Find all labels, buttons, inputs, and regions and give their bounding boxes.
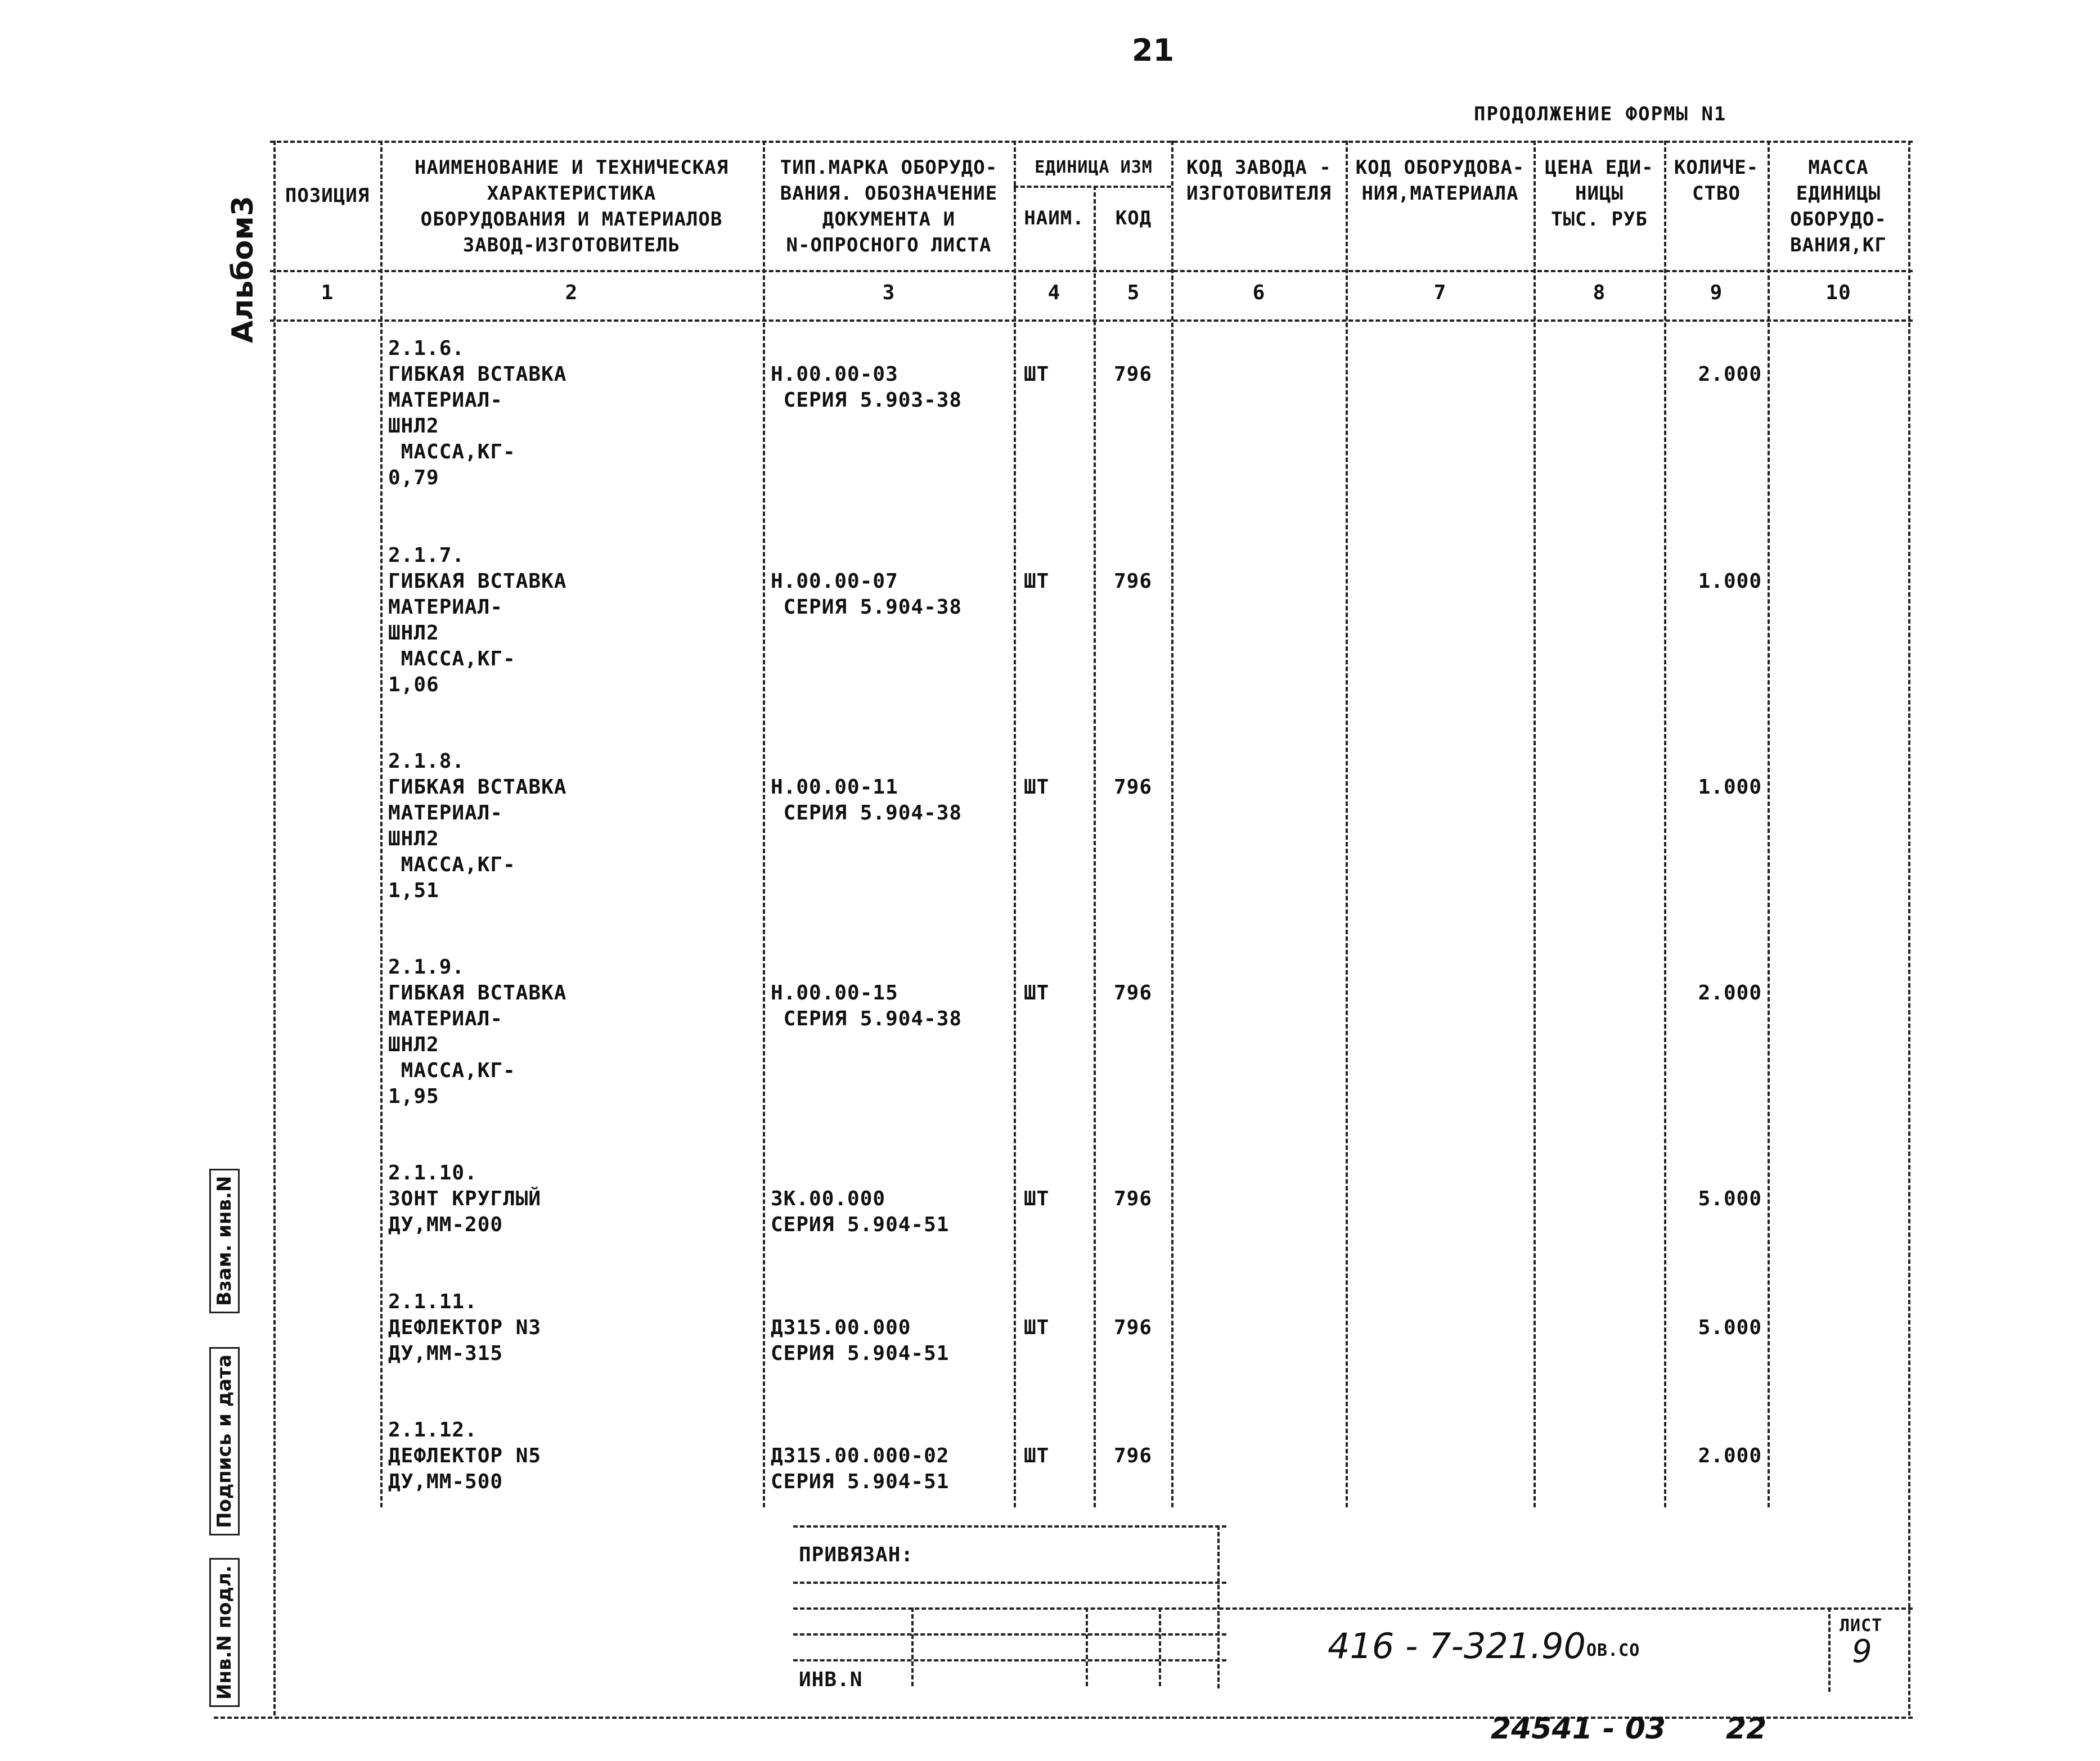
item-unit-code: 796 [1114,1444,1153,1467]
column-number: 8 [1593,281,1606,304]
stamp-top-rule [793,1525,1226,1528]
item-name-line: ДЕФЛЕКТОР N3 [388,1316,542,1339]
item-name-line: ГИБКАЯ ВСТАВКА [388,776,567,799]
item-doc-line: СЕРИЯ 5.904-38 [771,801,963,825]
column-number: 2 [565,281,578,304]
sheet-number: 9 [1852,1633,1872,1670]
header-type: ТИП.МАРКА ОБОРУДО- ВАНИЯ. ОБОЗНАЧЕНИЕ ДОКУМЕНТА И N-ОПРОСНОГО ЛИСТА [780,156,998,256]
item-name-line: МАССА,КГ- [388,440,516,463]
item-name-line: МАТЕРИАЛ- [388,801,503,825]
item-name-line: ДУ,ММ-315 [388,1342,503,1365]
bound-label: ПРИВЯЗАН: [799,1543,914,1566]
stamp-rule [793,1582,1226,1584]
column-number: 7 [1433,281,1447,304]
item-name-line: МАТЕРИАЛ- [388,1007,503,1030]
item-name-line: 1,95 [388,1085,439,1108]
column-number: 9 [1710,281,1723,304]
item-name-line: 2.1.9. [388,956,465,979]
item-doc-line: СЕРИЯ 5.904-51 [771,1342,950,1365]
item-doc-line: Н.00.00-11 [771,776,898,799]
header-unit: ЕДИНИЦА ИЗМ [1035,157,1153,177]
item-name-line: ДУ,ММ-200 [388,1213,503,1236]
archive-code: 24541 - 03 [1491,1712,1666,1746]
stamp-rule [793,1633,1226,1636]
item-doc-line: Н.00.00-15 [771,981,898,1005]
sheet-label: ЛИСТ [1840,1616,1883,1636]
stamp-field-inv-original: Инв.N подл. [209,1558,240,1707]
column-number: 1 [321,281,334,304]
item-doc-line: СЕРИЯ 5.904-38 [771,1007,963,1030]
col-divider-5 [1171,141,1173,1507]
item-unit: ШТ [1024,1316,1050,1339]
item-unit-code: 796 [1114,776,1153,799]
column-number: 6 [1252,281,1266,304]
item-name-line: ШНЛ2 [388,1033,439,1056]
header-quantity: КОЛИЧЕ- СТВО [1674,156,1759,205]
item-unit-code: 796 [1114,1316,1153,1339]
appendix-title: ПРОДОЛЖЕНИЕ ФОРМЫ N1 [1474,103,1727,125]
header-unit-code: КОД [1115,207,1152,229]
col-divider-9 [1768,141,1770,1507]
column-number: 5 [1127,281,1140,304]
stamp-field-replaced-inv: Взам. инв.N [209,1169,240,1313]
item-doc-line: ЗК.00.000 [771,1187,886,1210]
item-name-line: 2.1.7. [388,544,465,567]
table-right-rule [1908,141,1910,1715]
item-unit: ШТ [1024,981,1050,1005]
unit-subheader-rule [1014,186,1171,188]
item-quantity: 2.000 [1698,981,1762,1005]
item-name-line: МАТЕРИАЛ- [388,389,503,412]
item-name-line: ШНЛ2 [388,415,439,438]
col-divider-7 [1534,141,1536,1507]
header-factory-code: КОД ЗАВОДА - ИЗГОТОВИТЕЛЯ [1186,156,1332,205]
item-unit-code: 796 [1114,981,1153,1005]
col-divider-8 [1664,141,1666,1507]
item-name-line: МАТЕРИАЛ- [388,596,503,619]
column-number: 3 [882,281,896,304]
column-number: 10 [1825,281,1851,304]
item-unit-code: 796 [1114,1187,1153,1210]
item-unit: ШТ [1024,1187,1050,1210]
col-divider-1 [380,141,383,1507]
item-name-line: 2.1.10. [388,1161,478,1184]
item-unit: ШТ [1024,363,1050,386]
header-name: НАИМЕНОВАНИЕ И ТЕХНИЧЕСКАЯ ХАРАКТЕРИСТИКА ОБОРУДОВАНИЯ И МАТЕРИАЛОВ ЗАВОД-ИЗГОТОВИТЕЛЬ [414,156,729,256]
col-divider-2 [763,141,765,1507]
header-bottom-rule [270,270,1913,272]
item-unit-code: 796 [1114,363,1153,386]
col-divider-4 [1094,186,1096,1507]
item-name-line: ГИБКАЯ ВСТАВКА [388,363,567,386]
item-name-line: ГИБКАЯ ВСТАВКА [388,981,567,1005]
col-divider-3 [1014,141,1016,1507]
item-quantity: 5.000 [1698,1187,1762,1210]
item-name-line: 0,79 [388,466,439,489]
item-doc-line: Н.00.00-03 [771,363,898,386]
col-divider-6 [1346,141,1348,1507]
stamp-divider [1159,1607,1161,1686]
stamp-rule [793,1659,1226,1661]
header-material-code: КОД ОБОРУДОВА- НИЯ,МАТЕРИАЛА [1355,156,1525,205]
item-quantity: 5.000 [1698,1316,1762,1339]
header-position: ПОЗИЦИЯ [285,184,370,207]
item-name-line: 2.1.11. [388,1290,478,1313]
item-name-line: 1,06 [388,673,439,696]
item-name-line: 2.1.6. [388,337,465,360]
item-name-line: ДУ,ММ-500 [388,1470,503,1493]
item-doc-line: СЕРИЯ 5.904-51 [771,1470,950,1493]
archive-number: 22 [1726,1712,1767,1746]
item-name-line: ШНЛ2 [388,827,439,850]
column-number: 4 [1047,281,1061,304]
stamp-divider [911,1607,914,1686]
item-quantity: 2.000 [1698,363,1762,386]
item-unit: ШТ [1024,1444,1050,1467]
sheet-divider [1828,1607,1831,1692]
item-name-line: ЗОНТ КРУГЛЫЙ [388,1187,542,1210]
stamp-divider [1086,1607,1088,1686]
document-code: 416 - 7-321.90 [1328,1625,1586,1667]
item-name-line: ГИБКАЯ ВСТАВКА [388,570,567,593]
item-name-line: МАССА,КГ- [388,647,516,670]
item-name-line: МАССА,КГ- [388,853,516,876]
album-label: Альбом3 [226,196,260,343]
colnum-bottom-rule [270,319,1913,322]
item-doc-line: Н.00.00-07 [771,570,898,593]
stamp-field-signature-date: Подпись и дата [209,1347,240,1535]
page-number: 21 [1132,33,1175,68]
header-mass: МАССА ЕДИНИЦЫ ОБОРУДО- ВАНИЯ,КГ [1790,156,1887,256]
header-unit-name: НАИМ. [1024,207,1085,229]
stamp-rule [793,1607,1913,1610]
item-name-line: ШНЛ2 [388,621,439,645]
item-quantity: 1.000 [1698,776,1762,799]
table-top-rule [270,141,1913,143]
item-name-line: МАССА,КГ- [388,1059,516,1082]
item-quantity: 2.000 [1698,1444,1762,1467]
inventory-label: ИНВ.N [799,1668,863,1691]
item-doc-line: СЕРИЯ 5.903-38 [771,389,963,412]
item-doc-line: Д315.00.000-02 [771,1444,950,1467]
item-unit: ШТ [1024,570,1050,593]
item-name-line: 2.1.12. [388,1418,478,1442]
item-name-line: 2.1.8. [388,750,465,773]
item-doc-line: Д315.00.000 [771,1316,911,1339]
item-unit-code: 796 [1114,570,1153,593]
item-doc-line: СЕРИЯ 5.904-38 [771,596,963,619]
item-name-line: ДЕФЛЕКТОР N5 [388,1444,542,1467]
item-name-line: 1,51 [388,879,439,902]
document-suffix: ОВ.СО [1586,1641,1640,1660]
stamp-divider [1217,1525,1220,1688]
table-left-rule [273,141,276,1715]
item-unit: ШТ [1024,776,1050,799]
header-price: ЦЕНА ЕДИ- НИЦЫ ТЫС. РУБ [1545,156,1654,231]
item-quantity: 1.000 [1698,570,1762,593]
item-doc-line: СЕРИЯ 5.904-51 [771,1213,950,1236]
